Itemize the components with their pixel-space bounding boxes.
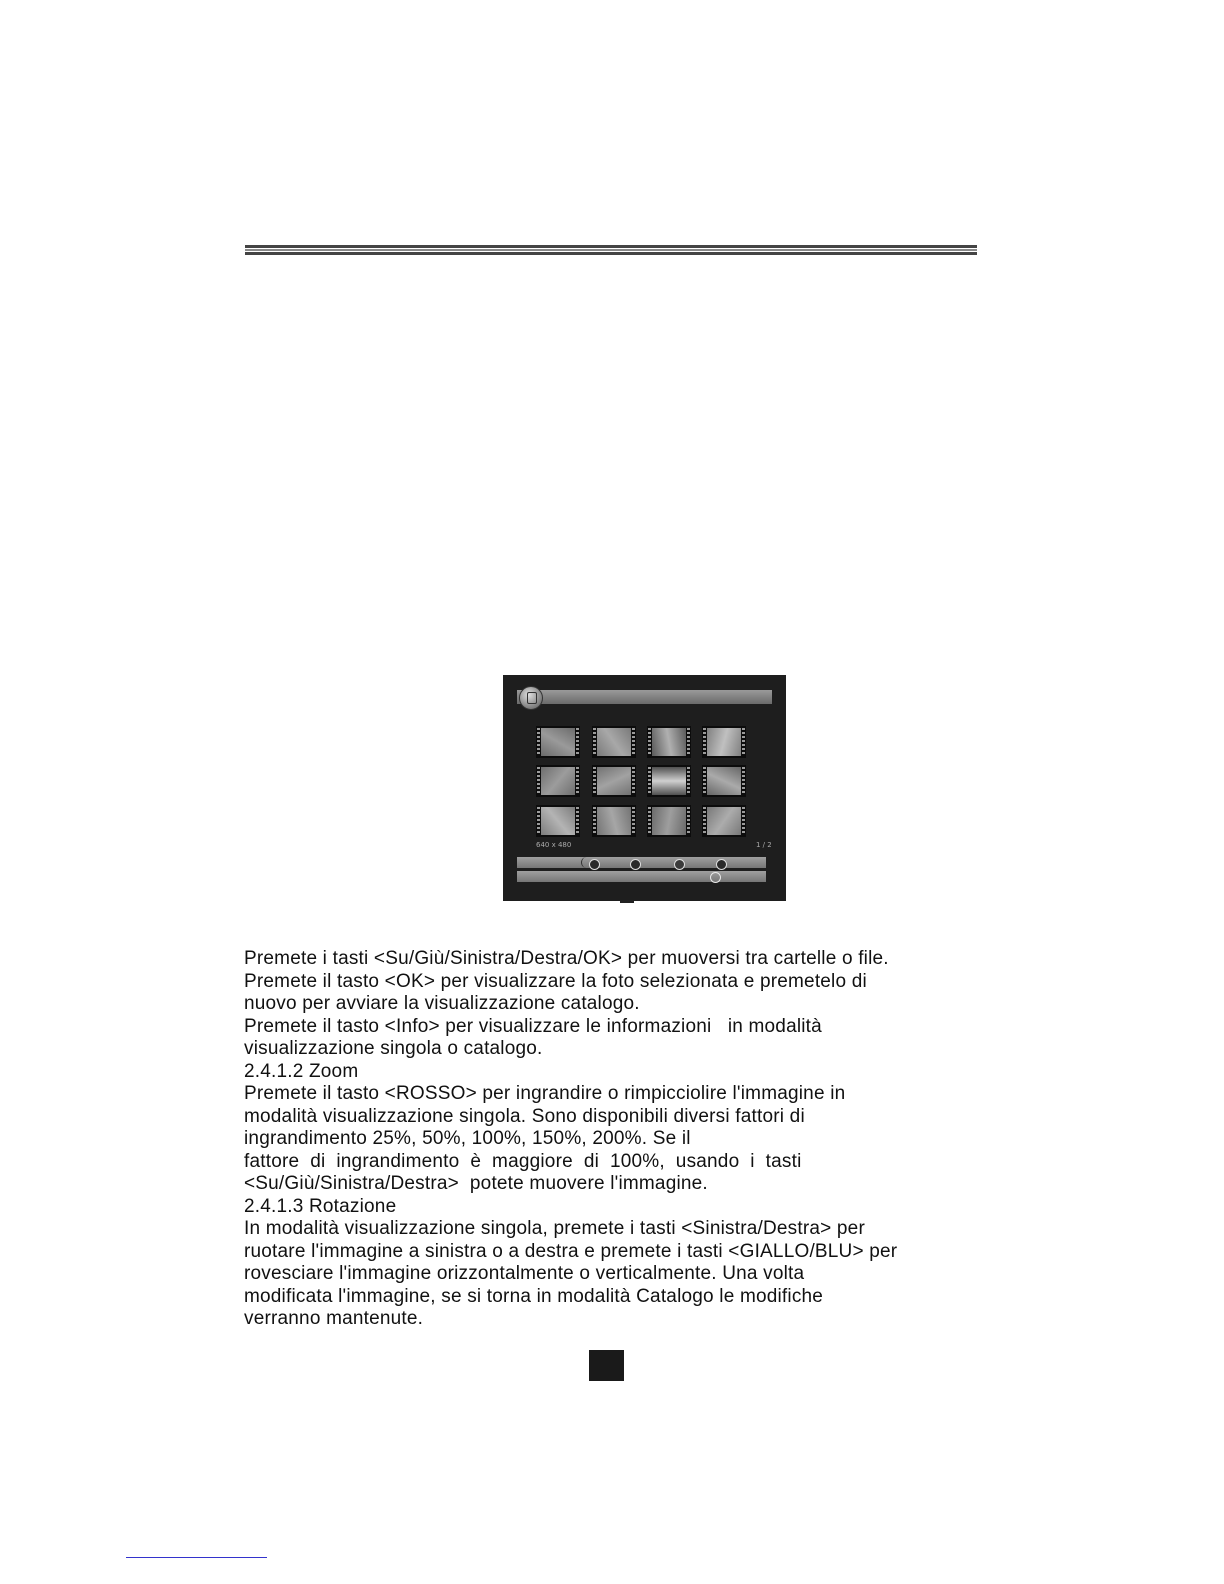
resolution-label: 640 x 480	[536, 841, 572, 849]
photo-thumbnail[interactable]	[536, 726, 580, 758]
navigate-icon	[589, 859, 600, 870]
text-line: Premete il tasto <OK> per visualizzare la foto selezionata e premetelo di	[244, 970, 867, 992]
status-ring-icon	[710, 872, 721, 883]
text-line: In modalità visualizzazione singola, premete i tasti <Sinistra/Destra> per	[244, 1218, 865, 1239]
footer-link-underline	[126, 1557, 267, 1558]
text-line: visualizzazione singola o catalogo.	[244, 1038, 543, 1059]
photo-thumbnail[interactable]	[592, 726, 636, 758]
text-line: Premete il tasto <ROSSO> per ingrandire o rimpicciolire l'immagine in	[244, 1083, 846, 1104]
screen-bottom-tab	[620, 900, 634, 903]
text-line: modalità visualizzazione singola. Sono disponibili diversi fattori di	[244, 1105, 805, 1127]
info-icon	[674, 859, 685, 870]
text-line: Premete i tasti <Su/Giù/Sinistra/Destra/OK> per muoversi tra cartelle o file.	[244, 948, 889, 969]
ok-icon	[630, 859, 641, 870]
text-line: modificata l'immagine, se si torna in modalità Catalogo le modifiche	[244, 1285, 824, 1307]
page-number-box	[589, 1350, 624, 1381]
text-line: Premete il tasto <Info> per visualizzare le informazioni in modalità	[244, 1015, 822, 1037]
text-line: 2.4.1.3 Rotazione	[244, 1195, 397, 1217]
control-bar	[517, 857, 766, 868]
photo-thumbnail[interactable]	[536, 765, 580, 797]
photo-thumbnail[interactable]	[647, 765, 691, 797]
header-rule	[245, 245, 977, 256]
text-line: nuovo per avviare la visualizzazione catalogo.	[244, 993, 640, 1014]
text-line: 2.4.1.2 Zoom	[244, 1060, 359, 1082]
photo-thumbnail[interactable]	[702, 805, 746, 837]
photo-thumbnail[interactable]	[592, 805, 636, 837]
photo-catalog-screenshot	[503, 675, 786, 901]
text-line: fattore di ingrandimento è maggiore di 100%, usando i tasti	[244, 1150, 802, 1172]
text-line: <Su/Giù/Sinistra/Destra> potete muovere l'immagine.	[244, 1173, 708, 1194]
instructions-text	[244, 948, 984, 1331]
screen-title-bar	[517, 690, 772, 704]
photo-thumbnail[interactable]	[702, 765, 746, 797]
photo-thumbnail[interactable]	[536, 805, 580, 837]
photo-thumbnail[interactable]	[702, 726, 746, 758]
photo-thumbnail[interactable]	[647, 726, 691, 758]
photo-thumbnail[interactable]	[647, 805, 691, 837]
text-line: ingrandimento 25%, 50%, 100%, 150%, 200%. Se il	[244, 1128, 691, 1149]
status-bar	[517, 871, 766, 882]
photo-thumbnail[interactable]	[592, 765, 636, 797]
page-indicator: 1 / 2	[756, 841, 772, 849]
text-line: verranno mantenute.	[244, 1308, 424, 1329]
text-line: ruotare l'immagine a sinistra o a destra e premete i tasti <GIALLO/BLU> per	[244, 1240, 898, 1262]
photo-app-icon	[519, 686, 543, 710]
text-line: rovesciare l'immagine orizzontalmente o verticalmente. Una volta	[244, 1263, 805, 1284]
exit-icon	[716, 859, 727, 870]
